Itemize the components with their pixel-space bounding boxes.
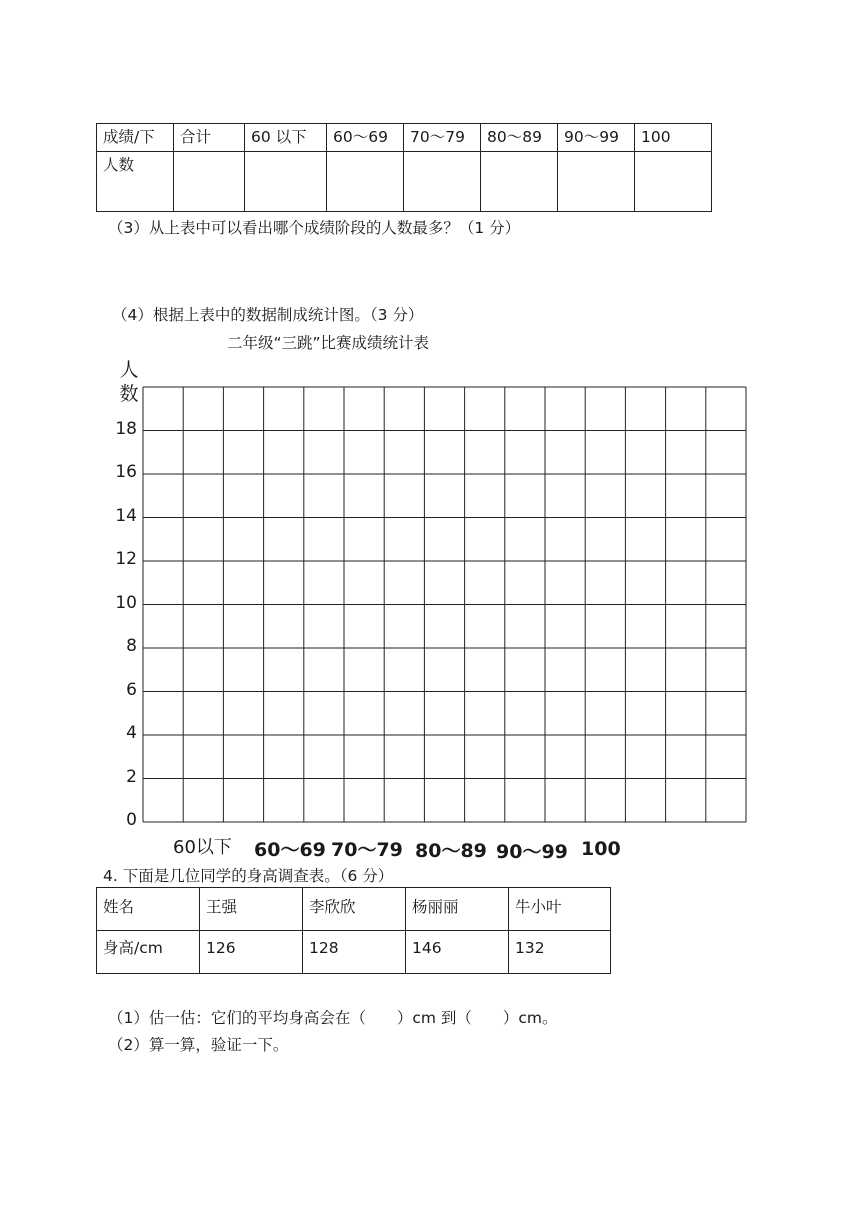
name-header: 姓名 — [97, 888, 200, 931]
height-cell: 128 — [303, 931, 406, 974]
y-tick-label: 14 — [115, 505, 137, 526]
x-tick-label: 90～99 — [496, 841, 568, 863]
header-cell: 70～79 — [404, 124, 481, 152]
name-cell: 李欣欣 — [303, 888, 406, 931]
header-cell: 100 — [635, 124, 712, 152]
height-cell: 132 — [509, 931, 611, 974]
question-3: （3）从上表中可以看出哪个成绩阶段的人数最多？（1 分） — [108, 219, 521, 237]
question-4: （4）根据上表中的数据制成统计图。（3 分） — [112, 306, 424, 324]
header-cell: 60～69 — [327, 124, 404, 152]
row-label: 人数 — [97, 152, 174, 212]
y-tick-label: 18 — [115, 418, 137, 439]
question-4-1: （1）估一估：它们的平均身高会在（ ）cm 到（ ）cm。 — [108, 1009, 558, 1027]
height-cell: 126 — [200, 931, 303, 974]
height-table-value-row — [97, 931, 611, 974]
y-tick-label: 16 — [115, 462, 137, 482]
question-4-2: （2）算一算，验证一下。 — [108, 1036, 289, 1054]
y-tick-label: 0 — [126, 810, 137, 830]
x-tick-label: 100 — [581, 838, 621, 860]
header-cell: 90～99 — [558, 124, 635, 152]
y-axis-label-char: 人 — [119, 359, 139, 381]
y-tick-label: 8 — [126, 636, 137, 656]
header-cell: 合计 — [174, 124, 245, 152]
name-cell: 牛小叶 — [509, 888, 611, 931]
name-cell: 王强 — [200, 888, 303, 931]
height-header: 身高/cm — [97, 931, 200, 974]
height-table-name-row — [97, 888, 611, 931]
section-4-title: 4. 下面是几位同学的身高调查表。（6 分） — [103, 867, 394, 885]
y-tick-label: 6 — [126, 679, 137, 700]
name-cell: 杨丽丽 — [406, 888, 509, 931]
x-tick-label: 80～89 — [415, 840, 487, 862]
y-axis-label-char: 数 — [119, 383, 139, 405]
chart-title: 二年级“三跳”比赛成绩统计表 — [227, 334, 430, 352]
y-tick-label: 12 — [115, 549, 137, 569]
height-table — [96, 887, 611, 974]
y-tick-label: 2 — [126, 766, 137, 787]
x-tick-label: 70～79 — [331, 839, 403, 861]
height-cell: 146 — [406, 931, 509, 974]
x-tick-label: 60以下 — [173, 837, 232, 858]
y-tick-label: 10 — [115, 592, 137, 613]
header-cell: 80～89 — [481, 124, 558, 152]
y-tick-label: 4 — [126, 723, 137, 743]
header-cell: 成绩/下 — [97, 124, 174, 152]
header-cell: 60 以下 — [245, 124, 327, 152]
x-tick-label: 60～69 — [254, 839, 326, 861]
